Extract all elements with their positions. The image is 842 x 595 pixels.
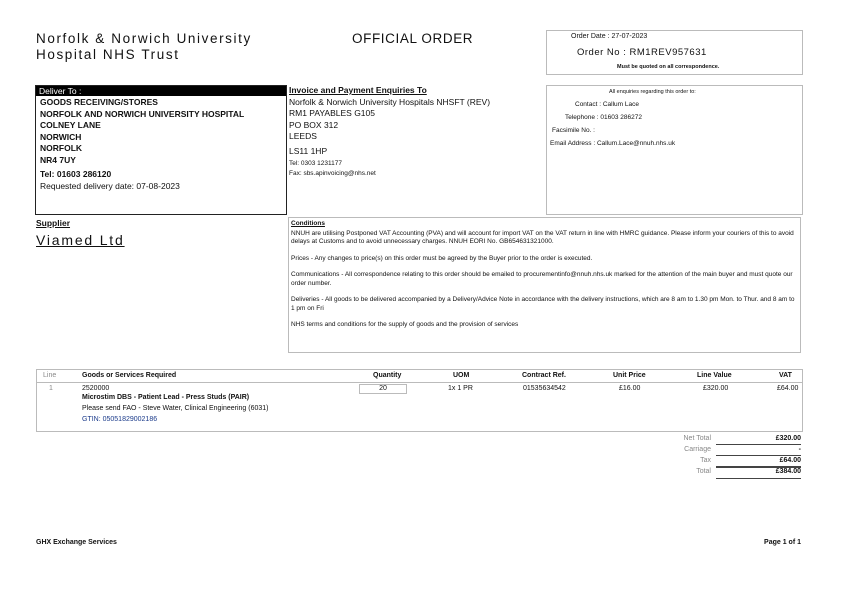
deliver-tel: Tel: 01603 286120 xyxy=(40,169,112,179)
enquiries-heading: All enquiries regarding this order to: xyxy=(609,89,696,95)
conditions-paragraph: Deliveries - All goods to be delivered accompanied by a Delivery/Advice Note in accordance with the delivery instructions, which are 8 am to 1.30 pm Mon. to Thur. and 8 am to 1 pm on Fri xyxy=(291,296,795,312)
enquiries-telephone: Telephone : 01603 286272 xyxy=(565,114,642,121)
col-line-value: Line Value xyxy=(697,372,732,379)
col-contract-ref: Contract Ref. xyxy=(522,372,566,379)
invoice-line: RM1 PAYABLES G105 xyxy=(289,108,375,118)
enquiries-contact: Contact : Callum Lace xyxy=(575,101,639,108)
page-number: Page 1 of 1 xyxy=(764,539,801,546)
tax-label: Tax xyxy=(700,457,711,464)
row-unit-price: £16.00 xyxy=(619,385,641,392)
invoice-fax: Fax: sbs.apinvoicing@nhs.net xyxy=(289,170,376,177)
row-line-number: 1 xyxy=(49,385,53,392)
trust-name-line2: Hospital NHS Trust xyxy=(36,47,180,62)
invoice-line: Norfolk & Norwich University Hospitals NHSFT (REV) xyxy=(289,96,491,107)
order-note: Must be quoted on all correspondence. xyxy=(617,64,720,70)
trust-name xyxy=(36,31,252,63)
col-vat: VAT xyxy=(779,372,792,379)
deliver-line: NR4 7UY xyxy=(40,154,76,165)
deliver-line: NORFOLK AND NORWICH UNIVERSITY HOSPITAL xyxy=(40,108,245,119)
col-goods: Goods or Services Required xyxy=(82,372,177,379)
row-item-code: 2520000 xyxy=(82,385,110,392)
invoice-line: PO BOX 312 xyxy=(289,119,339,130)
order-lines-table xyxy=(36,369,803,432)
carriage-label: Carriage xyxy=(684,446,711,453)
col-quantity: Quantity xyxy=(373,372,402,379)
order-number: Order No : RM1REV957631 xyxy=(577,47,707,58)
deliver-line: NORWICH xyxy=(40,131,82,142)
enquiries-facsimile: Facsimile No. : xyxy=(552,127,595,134)
conditions-paragraph: NHS terms and conditions for the supply of goods and the provision of services xyxy=(291,321,519,328)
table-header xyxy=(37,370,802,383)
enquiries-email[interactable]: Email Address : Callum.Lace@nnuh.nhs.uk xyxy=(550,140,676,147)
conditions-heading: Conditions xyxy=(291,220,325,227)
conditions-box xyxy=(288,217,801,353)
supplier-name: Viamed Ltd xyxy=(36,232,125,248)
footer-left: GHX Exchange Services xyxy=(36,539,117,546)
totals-divider xyxy=(716,455,801,456)
invoice-line: LEEDS xyxy=(289,131,317,141)
col-line: Line xyxy=(43,372,57,379)
deliver-to-box xyxy=(35,85,287,215)
net-total-label: Net Total xyxy=(683,435,711,442)
col-unit-price: Unit Price xyxy=(613,372,646,379)
table-row xyxy=(37,383,802,431)
deliver-to-heading: Deliver To : xyxy=(36,86,286,96)
row-quantity: 20 xyxy=(359,384,407,394)
deliver-line: GOODS RECEIVING/STORES xyxy=(40,97,158,107)
invoice-tel: Tel: 0303 1231177 xyxy=(289,160,343,167)
row-uom: 1x 1 PR xyxy=(448,385,473,392)
deliver-line: COLNEY LANE xyxy=(40,120,101,130)
tax-value: £64.00 xyxy=(779,457,801,464)
row-gtin: GTIN: 05051829002186 xyxy=(82,416,158,423)
conditions-paragraph: Communications - All correspondence relating to this order should be emailed to procurementinfo@nnuh.nhs.uk marked for the attention of the main buyer and must quote our order number. xyxy=(291,271,793,287)
col-uom: UOM xyxy=(453,372,470,379)
totals-divider xyxy=(716,444,801,445)
trust-name-line1: Norfolk & Norwich University xyxy=(36,31,252,46)
requested-delivery-date: Requested delivery date: 07-08-2023 xyxy=(40,180,180,191)
totals-divider xyxy=(716,478,801,479)
row-description-note: Please send FAO - Steve Water, Clinical Engineering (6031) xyxy=(82,405,269,412)
supplier-heading: Supplier xyxy=(36,218,71,228)
row-line-value: £320.00 xyxy=(703,385,729,392)
deliver-line: NORFOLK xyxy=(40,143,83,153)
invoice-heading: Invoice and Payment Enquiries To xyxy=(289,85,427,95)
row-vat: £64.00 xyxy=(777,385,799,392)
carriage-value: - xyxy=(798,446,801,453)
total-value: £384.00 xyxy=(775,468,801,475)
order-info-box xyxy=(546,30,803,75)
invoice-box xyxy=(289,85,545,213)
conditions-paragraph: NNUH are utilising Postponed VAT Accounting (PVA) and will account for import VAT on the VAT return in line with HMRC guidance. Please inform your couriers of this to avoid delays at Customs and to avoid unnecessary charges. NNUH EORI No. GB654631321000. xyxy=(291,229,794,245)
net-total-value: £320.00 xyxy=(775,435,801,442)
enquiries-box xyxy=(546,85,803,215)
row-contract-ref: 01535634542 xyxy=(523,385,566,392)
invoice-line: LS11 1HP xyxy=(289,145,328,156)
total-label: Total xyxy=(696,468,711,475)
row-description: Microstim DBS - Patient Lead - Press Studs (PAIR) xyxy=(82,394,250,401)
conditions-paragraph: Prices - Any changes to price(s) on this order must be agreed by the Buyer prior to the order is executed. xyxy=(291,254,593,262)
order-date: Order Date : 27-07-2023 xyxy=(571,33,648,40)
document-title: OFFICIAL ORDER xyxy=(352,31,474,46)
